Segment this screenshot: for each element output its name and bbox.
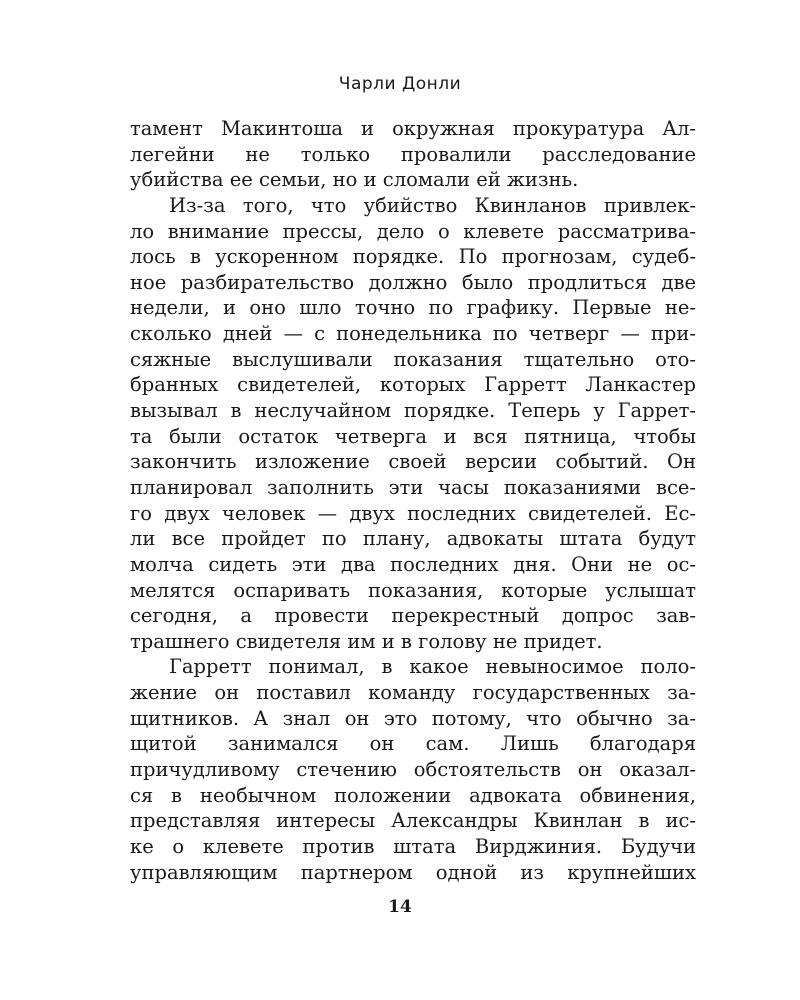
text-line: щитой занимался он сам. Лишь благодаря <box>130 732 696 756</box>
body-text <box>130 116 696 885</box>
text-line: ное разбирательство должно было продлиться две <box>130 270 696 294</box>
text-line: го двух человек — двух последних свидетелей. Ес- <box>130 501 696 525</box>
text-line: Из-за того, что убийство Квинланов привлек- <box>169 193 696 217</box>
text-line: ло внимание прессы, дело о клевете рассматрива- <box>130 219 696 243</box>
running-head-author: Чарли Донли <box>338 74 462 94</box>
text-line: сегодня, а провести перекрестный допрос зав- <box>130 604 696 628</box>
text-line: ли все пройдет по плану, адвокаты штата будут <box>130 527 696 551</box>
text-line: убийства ее семьи, но и сломали ей жизнь. <box>130 168 579 192</box>
text-line: трашнего свидетеля им и в голову не придет. <box>130 629 603 653</box>
text-line: бранных свидетелей, которых Гарретт Ланкастер <box>130 373 696 397</box>
text-line: сколько дней — с понедельника по четверг — при- <box>130 322 696 346</box>
text-line: причудливому стечению обстоятельств он оказал- <box>130 758 696 782</box>
text-line: Гарретт понимал, в какое невыносимое поло- <box>169 655 696 679</box>
text-line: тамент Макинтоша и окружная прокуратура Ал- <box>130 117 696 140</box>
text-line: сяжные выслушивали показания тщательно ото- <box>130 347 696 371</box>
text-line: лось в ускоренном порядке. По прогнозам, судеб- <box>130 245 696 269</box>
text-line: управляющим партнером одной из крупнейших <box>130 860 696 884</box>
text-line: представляя интересы Александры Квинлан в ис- <box>130 809 696 833</box>
text-line: ся в необычном положении адвоката обвинения, <box>130 783 696 807</box>
text-line: планировал заполнить эти часы показаниями все- <box>130 475 696 499</box>
text-line: недели, и оно шло точно по графику. Первые не- <box>130 296 696 320</box>
text-line: жение он поставил команду государственных за- <box>130 681 696 705</box>
text-line: та были остаток четверга и вся пятница, чтобы <box>130 424 696 448</box>
text-line: щитников. А знал он это потому, что обычно за- <box>130 706 696 730</box>
page-number: 14 <box>388 897 412 917</box>
text-line: закончить изложение своей версии событий. Он <box>130 450 696 474</box>
text-line: ке о клевете против штата Вирджиния. Будучи <box>130 834 696 858</box>
text-line: молча сидеть эти два последних дня. Они не ос- <box>130 552 696 576</box>
text-line: мелятся оспаривать показания, которые услышат <box>130 578 696 602</box>
text-line: легейни не только провалили расследование <box>130 142 696 166</box>
text-line: вызывал в неслучайном порядке. Теперь у Гаррет- <box>130 399 696 423</box>
